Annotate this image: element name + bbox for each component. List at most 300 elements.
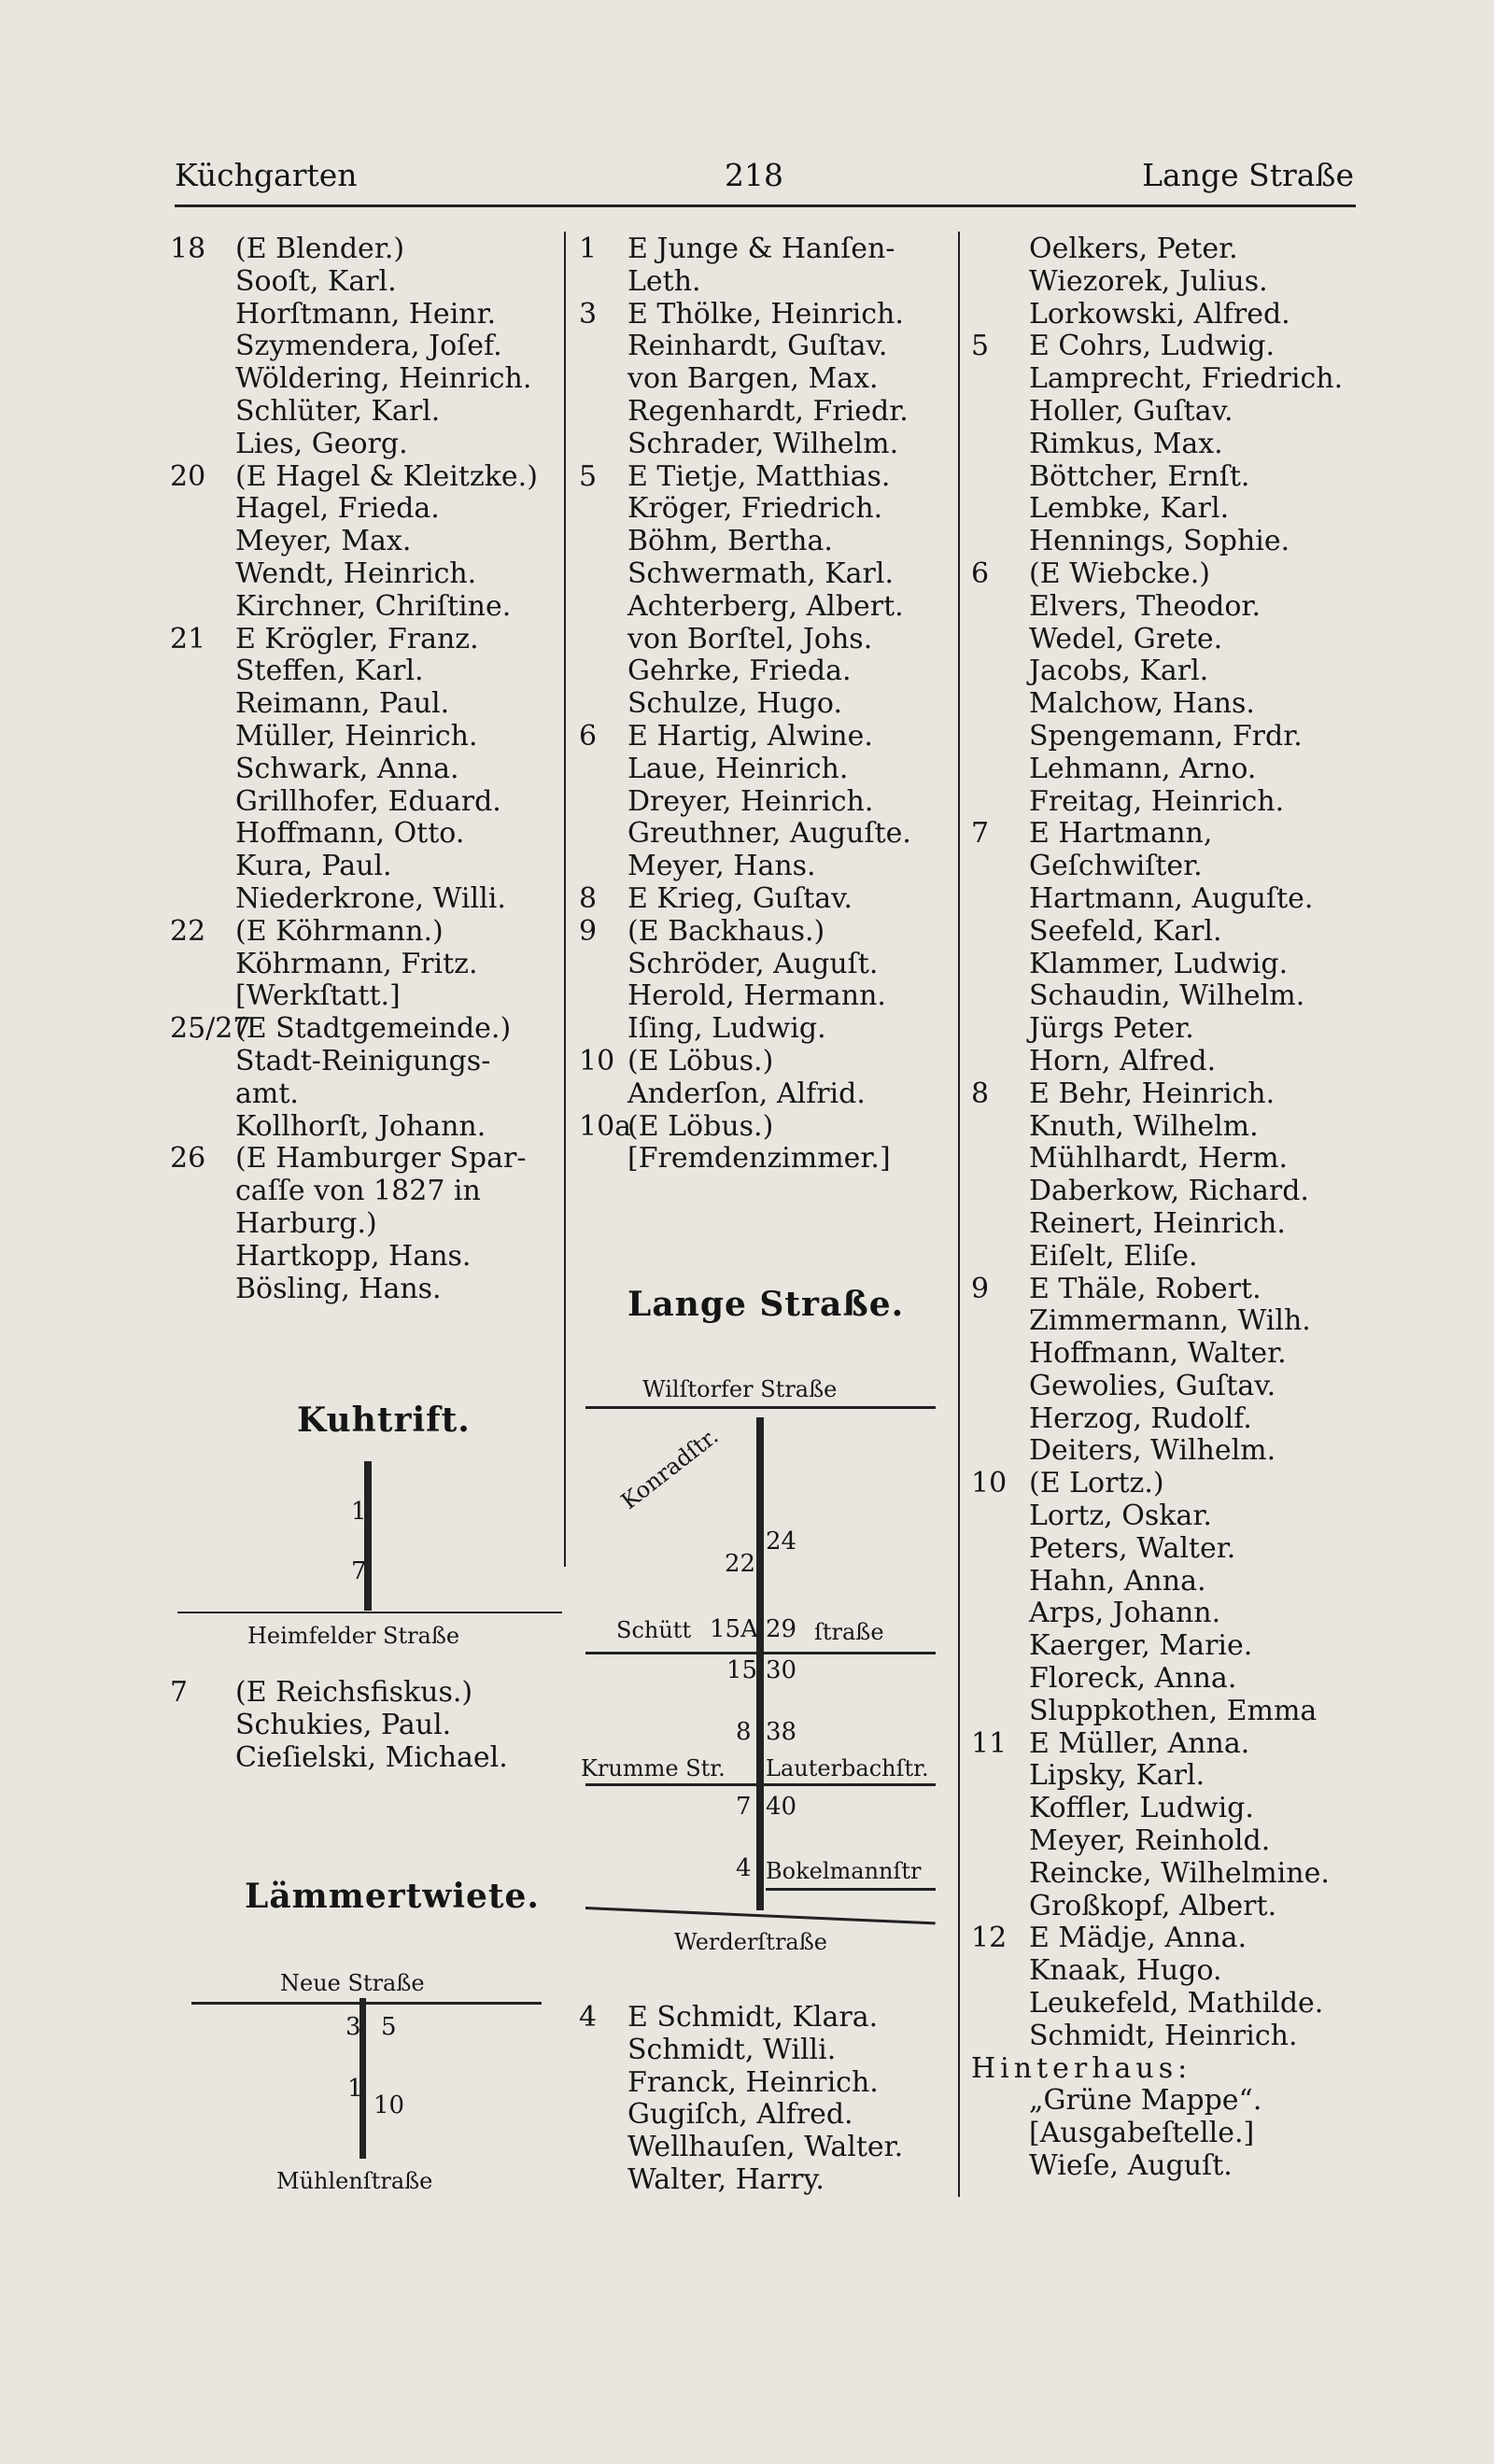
list-item [579,2002,952,2035]
list-item [170,1710,562,1742]
house-number: 3 [579,297,598,331]
street-label-muehlen: Mühlenſtraße [276,2168,433,2194]
list-item [579,786,952,819]
list-item [971,1435,1363,1468]
list-item [971,1728,1363,1761]
list-item [971,558,1363,591]
resident-name: Schrader, Wilhelm. [627,427,899,460]
list-item [579,396,952,429]
resident-name: Schaudin, Wilhelm. [1029,979,1305,1013]
list-item [170,299,562,331]
list-item [971,1566,1363,1598]
list-item [971,851,1363,883]
resident-name: Reinert, Heinrich. [1029,1206,1286,1240]
resident-name: Regenhardt, Friedr. [627,394,909,428]
list-item [971,2085,1363,2118]
resident-name: Lembke, Karl. [1029,492,1230,526]
column-2-entries-after [579,2002,952,2197]
list-item [579,461,952,494]
resident-name: Laue, Heinrich. [627,752,849,785]
resident-name: Reincke, Wilhelmine. [1029,1856,1330,1890]
resident-name: (E Hagel & Kleitzke.) [235,459,538,493]
list-item [971,2020,1363,2053]
resident-name: Zimmermann, Wilh. [1029,1304,1311,1338]
kuhtrift-entries [170,1677,562,1774]
list-item [971,655,1363,688]
list-item [971,396,1363,429]
list-item [971,1696,1363,1728]
list-item [971,818,1363,851]
running-head-left: Küchgarten [175,157,358,193]
list-item [579,1013,952,1046]
list-item [971,1208,1363,1241]
house-num: 30 [766,1656,797,1684]
house-number: 10 [579,1044,615,1077]
list-item [170,1677,562,1710]
laemmertwiete-left-num: 1 [347,2075,363,2103]
resident-name: (E Hamburger Spar- [235,1142,527,1176]
resident-name: [Fremdenzimmer.] [627,1142,891,1176]
resident-name: Reinhardt, Guſtav. [627,330,888,363]
street-label-bokelmann: Bokelmannſtr [766,1858,922,1884]
resident-name: Greuthner, Auguſte. [627,817,911,851]
list-item [170,493,562,526]
kuhtrift-num-top: 1 [351,1498,367,1526]
list-item [579,2164,952,2197]
section-title-lange-strasse: Lange Straße. [627,1285,905,1324]
resident-name: Hartmann, Auguſte. [1029,881,1314,915]
resident-name: Gehrke, Frieda. [627,655,852,688]
list-item [579,299,952,331]
resident-name: Wiezorek, Julius. [1029,264,1268,298]
list-item [170,396,562,429]
resident-name: (E Löbus.) [627,1044,774,1077]
column-divider-2 [958,232,960,2197]
resident-name: Malchow, Hans. [1029,687,1255,721]
resident-name: Schlüter, Karl. [235,394,441,428]
resident-name: Harburg.) [235,1206,377,1240]
list-item [971,363,1363,396]
list-item [170,1111,562,1144]
resident-name: Rimkus, Max. [1029,427,1223,460]
list-item [170,1046,562,1078]
house-number: 8 [579,881,598,915]
resident-name: Meyer, Hans. [627,850,816,883]
list-item [579,818,952,851]
resident-name: Knuth, Wilhelm. [1029,1109,1259,1143]
street-label-lauterbach: Lauterbachſtr. [766,1755,929,1781]
resident-name: Wendt, Heinrich. [235,556,477,590]
resident-name: Elvers, Theodor. [1029,589,1261,623]
list-item [971,2053,1363,2086]
resident-name: Sooſt, Karl. [235,264,397,298]
house-number: 10a [579,1109,632,1143]
column-2-entries [579,233,952,1176]
house-num: 8 [736,1718,752,1746]
resident-name: Kaerger, Marie. [1029,1629,1253,1663]
house-num: 24 [766,1528,797,1556]
resident-name: Arps, Johann. [1029,1597,1221,1630]
header-rule [175,204,1356,207]
list-item [579,1143,952,1176]
resident-name: E Krieg, Guſtav. [627,881,853,915]
house-num: 22 [725,1550,756,1578]
house-number: 4 [579,2001,598,2034]
list-item [579,949,952,981]
list-item [170,461,562,494]
resident-name: Franck, Heinrich. [627,2065,879,2099]
list-item [971,1955,1363,1988]
resident-name: Floreck, Anna. [1029,1662,1237,1696]
resident-name: Gewolies, Guſtav. [1029,1369,1276,1402]
resident-name: Leukefeld, Mathilde. [1029,1987,1324,2020]
resident-name: Lorkowski, Alfred. [1029,297,1290,331]
list-item [579,753,952,786]
house-num: 40 [766,1793,797,1821]
list-item [579,851,952,883]
house-number: 25/27 [170,1012,251,1046]
house-number: 22 [170,914,206,948]
resident-name: caſſe von 1827 in [235,1175,481,1208]
resident-name: Kröger, Friedrich. [627,492,883,526]
list-item [971,1013,1363,1046]
list-item [579,2132,952,2164]
resident-name: Herold, Hermann. [627,979,886,1013]
house-num: 7 [736,1793,752,1821]
list-item [579,624,952,656]
list-item [170,624,562,656]
resident-name: Müller, Heinrich. [235,719,478,753]
list-item [579,655,952,688]
list-item [170,916,562,949]
list-item [971,1793,1363,1825]
resident-name: Knaak, Hugo. [1029,1954,1222,1988]
street-label-konrad: Konradſtr. [616,1423,724,1515]
list-item [971,266,1363,299]
list-item [971,980,1363,1013]
list-item [971,591,1363,624]
resident-name: E Hartmann, [1029,817,1213,851]
street-label-werder: Werderſtraße [674,1929,827,1955]
list-item [579,883,952,916]
resident-name: E Müller, Anna. [1029,1726,1250,1760]
column-1-entries [170,233,562,1305]
list-item [971,1663,1363,1696]
kuhtrift-street-line [364,1461,372,1611]
resident-name: Niederkrone, Willi. [235,881,506,915]
laemmertwiete-top-line [191,2002,542,2005]
street-label-strasse: ſtraße [814,1619,884,1645]
resident-name: (E Reichsfiskus.) [235,1676,473,1709]
list-item [170,591,562,624]
resident-name: von Borſtel, Johs. [627,622,873,655]
list-item [579,558,952,591]
resident-name: Schwark, Anna. [235,752,459,785]
resident-name: Cieſielski, Michael. [235,1740,508,1774]
list-item [579,721,952,753]
house-number: 1 [579,232,598,265]
list-item [170,233,562,266]
house-number: 20 [170,459,206,493]
resident-name: Gugiſch, Alfred. [627,2098,853,2132]
list-item [971,753,1363,786]
house-number: 21 [170,622,206,655]
list-item [579,2099,952,2132]
house-number: 8 [971,1077,990,1110]
resident-name: E Tietje, Matthias. [627,459,891,493]
resident-name: (E Lortz.) [1029,1467,1164,1500]
resident-name: Böttcher, Ernſt. [1029,459,1250,493]
resident-name: Iſing, Ludwig. [627,1012,826,1046]
list-item [971,786,1363,819]
resident-name: Hennings, Sophie. [1029,525,1290,558]
resident-name: E Thäle, Robert. [1029,1272,1261,1305]
resident-name: Kollhorſt, Johann. [235,1109,486,1143]
list-item [579,980,952,1013]
list-item [579,2035,952,2067]
resident-name: Wöldering, Heinrich. [235,362,532,396]
resident-name: Spengemann, Frdr. [1029,719,1303,753]
lange-cross-line-2 [585,1783,936,1786]
running-head-right: Lange Straße [1142,157,1354,193]
resident-name: Oelkers, Peter. [1029,232,1238,265]
resident-name: Hartkopp, Hans. [235,1239,472,1273]
resident-name: Horn, Alfred. [1029,1044,1217,1077]
resident-name: Geſchwiſter. [1029,850,1203,883]
list-item [170,721,562,753]
list-item [971,883,1363,916]
resident-name: Mühlhardt, Herm. [1029,1142,1289,1176]
resident-name: E Cohrs, Ludwig. [1029,330,1276,363]
resident-name: Kura, Paul. [235,850,392,883]
list-item [971,624,1363,656]
resident-name: Reimann, Paul. [235,687,450,721]
section-title-kuhtrift: Kuhtrift. [297,1401,471,1440]
house-num: 15A [710,1615,758,1643]
list-item [971,493,1363,526]
list-item [971,461,1363,494]
resident-name: Koffler, Ludwig. [1029,1792,1254,1825]
list-item [579,233,952,266]
resident-name: Wedel, Grete. [1029,622,1223,655]
resident-name: Großkopf, Albert. [1029,1889,1277,1922]
resident-name: [Ausgabeſtelle.] [1029,2117,1255,2150]
resident-name: Wieſe, Auguſt. [1029,2149,1233,2183]
list-item [971,1241,1363,1274]
list-item [170,1013,562,1046]
lange-street-line [756,1417,764,1910]
list-item [971,1143,1363,1176]
laemmertwiete-right-num: 10 [374,2091,405,2119]
list-item [579,591,952,624]
list-item [579,363,952,396]
resident-name: (E Wiebcke.) [1029,556,1210,590]
house-number: 5 [579,459,598,493]
street-label-neue: Neue Straße [280,1970,425,1996]
resident-name: amt. [235,1077,299,1110]
resident-name: Achterberg, Albert. [627,589,904,623]
house-num: 15 [726,1656,758,1684]
resident-name: Grillhofer, Eduard. [235,784,501,818]
list-item [971,2150,1363,2183]
resident-name: „Grüne Mappe“. [1029,2084,1262,2118]
list-item [971,688,1363,721]
house-number: 6 [579,719,598,753]
resident-name: Wellhauſen, Walter. [627,2131,904,2164]
resident-name: Schukies, Paul. [235,1708,452,1741]
resident-name: E Krögler, Franz. [235,622,479,655]
resident-name: Herzog, Rudolf. [1029,1401,1252,1435]
resident-name: (E Backhaus.) [627,914,825,948]
resident-name: (E Stadtgemeinde.) [235,1012,512,1046]
house-number: 9 [579,914,598,948]
resident-name: E Hartig, Alwine. [627,719,873,753]
list-item [971,1046,1363,1078]
section-title-laemmertwiete: Lämmertwiete. [245,1877,540,1916]
resident-name: Lipsky, Karl. [1029,1759,1205,1793]
house-number: 7 [971,817,990,851]
list-item [971,1598,1363,1630]
list-item [170,558,562,591]
resident-name: (E Löbus.) [627,1109,774,1143]
resident-name: E Junge & Hanſen- [627,232,895,265]
list-item [170,851,562,883]
list-item [170,818,562,851]
house-number: 10 [971,1467,1008,1500]
list-item [971,1371,1363,1403]
resident-name: Lamprecht, Friedrich. [1029,362,1344,396]
house-number: 12 [971,1922,1008,1955]
list-item [170,429,562,461]
house-number: 9 [971,1272,990,1305]
resident-name: Walter, Harry. [627,2162,825,2196]
resident-name: Deiters, Wilhelm. [1029,1434,1276,1468]
list-item [170,1078,562,1111]
list-item [170,655,562,688]
list-item [579,266,952,299]
house-number: 26 [170,1142,206,1176]
kuhtrift-cross-line [177,1612,562,1613]
resident-name: Hahn, Anna. [1029,1564,1206,1598]
laemmertwiete-left-num: 3 [345,2013,361,2041]
resident-name: Steffen, Karl. [235,655,424,688]
list-item [971,1533,1363,1566]
resident-name: Schröder, Auguſt. [627,947,879,980]
list-item [971,1176,1363,1208]
resident-name: E Thölke, Heinrich. [627,297,904,331]
resident-name: Lies, Georg. [235,427,408,460]
resident-name: Eiſelt, Eliſe. [1029,1239,1198,1273]
lange-cross-line-3 [766,1888,936,1891]
street-label-wilstorfer: Wilſtorfer Straße [642,1376,838,1402]
resident-name: Hinterhaus: [971,2051,1192,2085]
list-item [170,363,562,396]
house-number: 5 [971,330,990,363]
laemmertwiete-right-num: 5 [381,2013,397,2041]
resident-name: Horſtmann, Heinr. [235,297,497,331]
resident-name: Freitag, Heinrich. [1029,784,1285,818]
list-item [170,1208,562,1241]
house-num: 4 [736,1854,752,1882]
resident-name: (E Blender.) [235,232,405,265]
resident-name: Lehmann, Arno. [1029,752,1257,785]
list-item [170,949,562,981]
house-number: 11 [971,1726,1008,1760]
list-item [971,949,1363,981]
list-item [971,1760,1363,1793]
list-item [579,916,952,949]
list-item [971,1922,1363,1955]
list-item [579,1046,952,1078]
resident-name: Peters, Walter. [1029,1531,1236,1565]
list-item [170,883,562,916]
list-item [971,299,1363,331]
list-item [170,1176,562,1208]
resident-name: Jacobs, Karl. [1029,655,1209,688]
list-item [579,688,952,721]
list-item [971,1988,1363,2020]
list-item [971,429,1363,461]
column-3-entries [971,233,1363,2183]
list-item [971,1630,1363,1663]
list-item [971,1500,1363,1533]
resident-name: Schwermath, Karl. [627,556,894,590]
street-label-krumme: Krumme Str. [581,1755,726,1781]
list-item [579,493,952,526]
list-item [170,980,562,1013]
resident-name: Jürgs Peter. [1029,1012,1194,1046]
lange-top-line [585,1406,936,1409]
list-item [971,526,1363,558]
resident-name: Schmidt, Heinrich. [1029,2019,1298,2052]
house-num: 38 [766,1718,797,1746]
street-label-schuett: Schütt [616,1617,692,1643]
list-item [170,753,562,786]
house-number: 7 [170,1676,189,1709]
list-item [971,1858,1363,1891]
list-item [170,526,562,558]
list-item [579,1111,952,1144]
list-item [971,1111,1363,1144]
resident-name: Stadt-Reinigungs- [235,1044,491,1077]
resident-name: Seefeld, Karl. [1029,914,1222,948]
resident-name: Sluppkothen, Emma [1029,1694,1318,1727]
resident-name: Lortz, Oskar. [1029,1500,1212,1533]
list-item [170,1742,562,1775]
list-item [971,1468,1363,1500]
list-item [170,786,562,819]
resident-name: von Bargen, Max. [627,362,879,396]
list-item [170,1143,562,1176]
resident-name: Meyer, Reinhold. [1029,1824,1271,1858]
list-item [971,2118,1363,2150]
list-item [971,721,1363,753]
resident-name: (E Köhrmann.) [235,914,444,948]
resident-name: Bösling, Hans. [235,1272,442,1305]
house-number: 18 [170,232,206,265]
resident-name: Szymendera, Joſef. [235,330,502,363]
list-item [579,429,952,461]
resident-name: Kirchner, Chriſtine. [235,589,512,623]
resident-name: Hoffmann, Otto. [235,817,465,851]
list-item [579,526,952,558]
list-item [971,1403,1363,1436]
list-item [579,2067,952,2100]
house-num: 29 [766,1615,797,1643]
list-item [971,1891,1363,1923]
list-item [971,1825,1363,1858]
resident-name: E Behr, Heinrich. [1029,1077,1276,1110]
